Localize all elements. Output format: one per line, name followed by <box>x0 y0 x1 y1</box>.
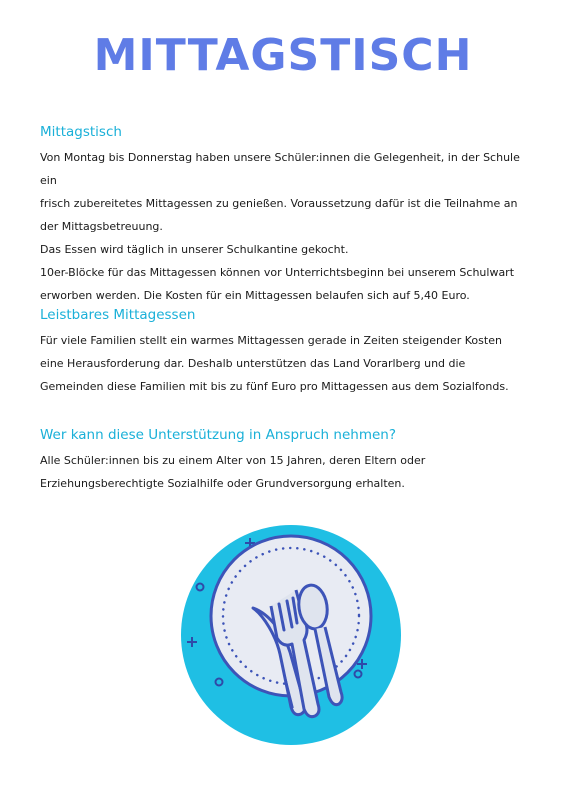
body-line: 10er-Blöcke für das Mittagessen können vor Unterrichtsbeginn bei unserem Schulwart <box>40 266 515 279</box>
body-line: Alle Schüler:innen bis zu einem Alter von 15 Jahren, deren Eltern oder <box>40 454 426 467</box>
body-line: Für viele Familien stellt ein warmes Mittagessen gerade in Zeiten steigender Kosten <box>40 334 502 347</box>
section-body <box>40 146 540 307</box>
plate-cutlery-icon <box>180 524 402 746</box>
section-leistbares-mittagessen <box>40 307 540 398</box>
body-line: Von Montag bis Donnerstag haben unsere Schüler:innen die Gelegenheit, in der Schule ein <box>40 151 520 187</box>
section-mittagstisch <box>40 124 540 307</box>
section-heading: Mittagstisch <box>40 124 122 140</box>
section-heading: Leistbares Mittagessen <box>40 307 196 323</box>
body-line: Erziehungsberechtigte Sozialhilfe oder Grundversorgung erhalten. <box>40 477 405 490</box>
body-line: frisch zubereitetes Mittagessen zu genießen. Voraussetzung dafür ist die Teilnahme an <box>40 197 518 210</box>
body-line: eine Herausforderung dar. Deshalb unterstützen das Land Vorarlberg und die <box>40 357 466 370</box>
body-line: Das Essen wird täglich in unserer Schulkantine gekocht. <box>40 243 349 256</box>
body-line: der Mittagsbetreuung. <box>40 220 163 233</box>
section-unterstuetzung <box>40 427 540 495</box>
section-body <box>40 449 540 495</box>
plate-illustration-svg <box>180 524 402 746</box>
section-heading: Wer kann diese Unterstützung in Anspruch nehmen? <box>40 427 397 443</box>
body-line: erworben werden. Die Kosten für ein Mittagessen belaufen sich auf 5,40 Euro. <box>40 289 470 302</box>
page-title: MITTAGSTISCH <box>93 30 473 81</box>
section-body <box>40 329 540 398</box>
body-line: Gemeinden diese Familien mit bis zu fünf Euro pro Mittagessen aus dem Sozialfonds. <box>40 380 509 393</box>
